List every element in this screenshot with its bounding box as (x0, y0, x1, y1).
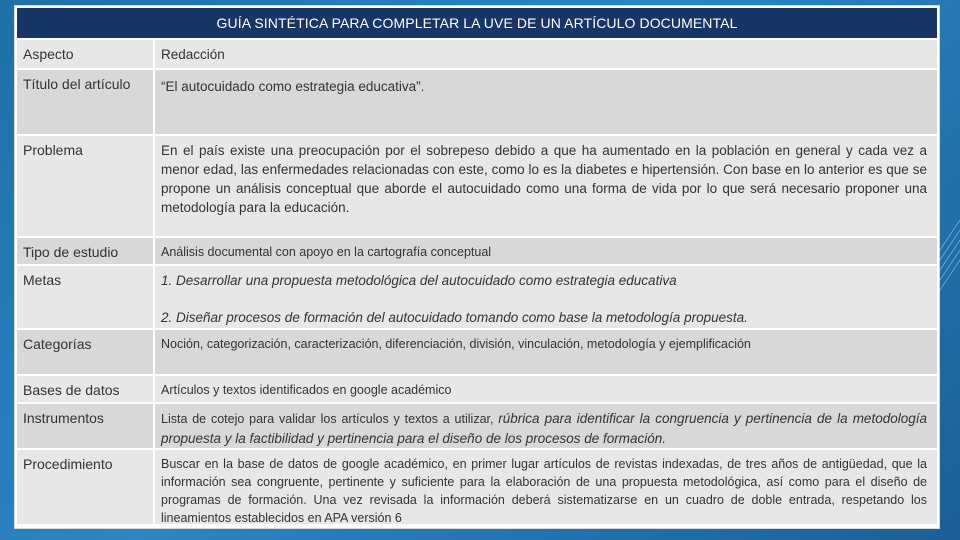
value-bases: Artículos y textos identificados en google académico (161, 383, 452, 397)
value-procedimiento: Buscar en la base de datos de google académico, en primer lugar artículos de revistas indexadas, de tres años de antigüedad, que la información sea congruente, pertinente y suficiente para la elaboración de una propuesta metodológica, así como para el diseño de programas de formación. Una vez revisada la información deberá sistematizarse en un cuadro de doble entrada, respetando los lineamientos establecidos en APA versión 6 (161, 457, 927, 525)
label-tipo: Tipo de estudio (17, 238, 155, 264)
table-row-categorias (17, 330, 937, 374)
table-title: GUÍA SINTÉTICA PARA COMPLETAR LA UVE DE UN ARTÍCULO DOCUMENTAL (17, 8, 937, 38)
value-titulo: “El autocuidado como estrategia educativa”. (161, 79, 425, 94)
label-categorias: Categorías (17, 330, 155, 374)
table-row-header (17, 40, 937, 68)
value-tipo: Análisis documental con apoyo en la cartografía conceptual (161, 245, 492, 259)
table-row-titulo (17, 70, 937, 134)
instrumentos-plain: Lista de cotejo para validar los artículos y textos a utilizar, (161, 412, 499, 426)
table-row-tipo (17, 238, 937, 264)
table-row-procedimiento (17, 450, 937, 524)
meta-2: 2. Diseñar procesos de formación del autocuidado tomando como base la metodología propuesta. (161, 310, 748, 325)
label-metas: Metas (17, 266, 155, 328)
guide-table (14, 5, 940, 529)
instrumentos-italic: rúbrica para identificar la congruencia y pertinencia de la metodología propuesta y la factibilidad y pertinencia para el diseño de los procesos de formación. (161, 411, 927, 446)
label-bases: Bases de datos (17, 376, 155, 402)
header-aspecto: Aspecto (17, 40, 155, 68)
label-instrumentos: Instrumentos (17, 404, 155, 448)
label-procedimiento: Procedimiento (17, 450, 155, 524)
table-row-problema (17, 136, 937, 236)
table-row-instrumentos (17, 404, 937, 448)
value-categorias: Noción, categorización, caracterización, diferenciación, división, vinculación, metodología y ejemplificación (161, 337, 751, 351)
label-titulo: Título del artículo (17, 70, 155, 134)
value-problema: En el país existe una preocupación por el sobrepeso debido a que ha aumentado en la población en general y cada vez a menor edad, las enfermedades relacionadas con este, como lo es la diabetes e hipertensión. Con base en lo anterior es que se propone un análisis conceptual que aborde el autocuidado como una forma de vida por lo que será necesario proponer una metodología para la educación. (161, 143, 927, 215)
value-metas (155, 266, 937, 328)
value-instrumentos (155, 404, 937, 448)
meta-1: 1. Desarrollar una propuesta metodológica del autocuidado como estrategia educativa (161, 273, 677, 288)
table-row-metas (17, 266, 937, 328)
label-problema: Problema (17, 136, 155, 236)
header-redaccion: Redacción (161, 47, 225, 62)
table-row-bases (17, 376, 937, 402)
